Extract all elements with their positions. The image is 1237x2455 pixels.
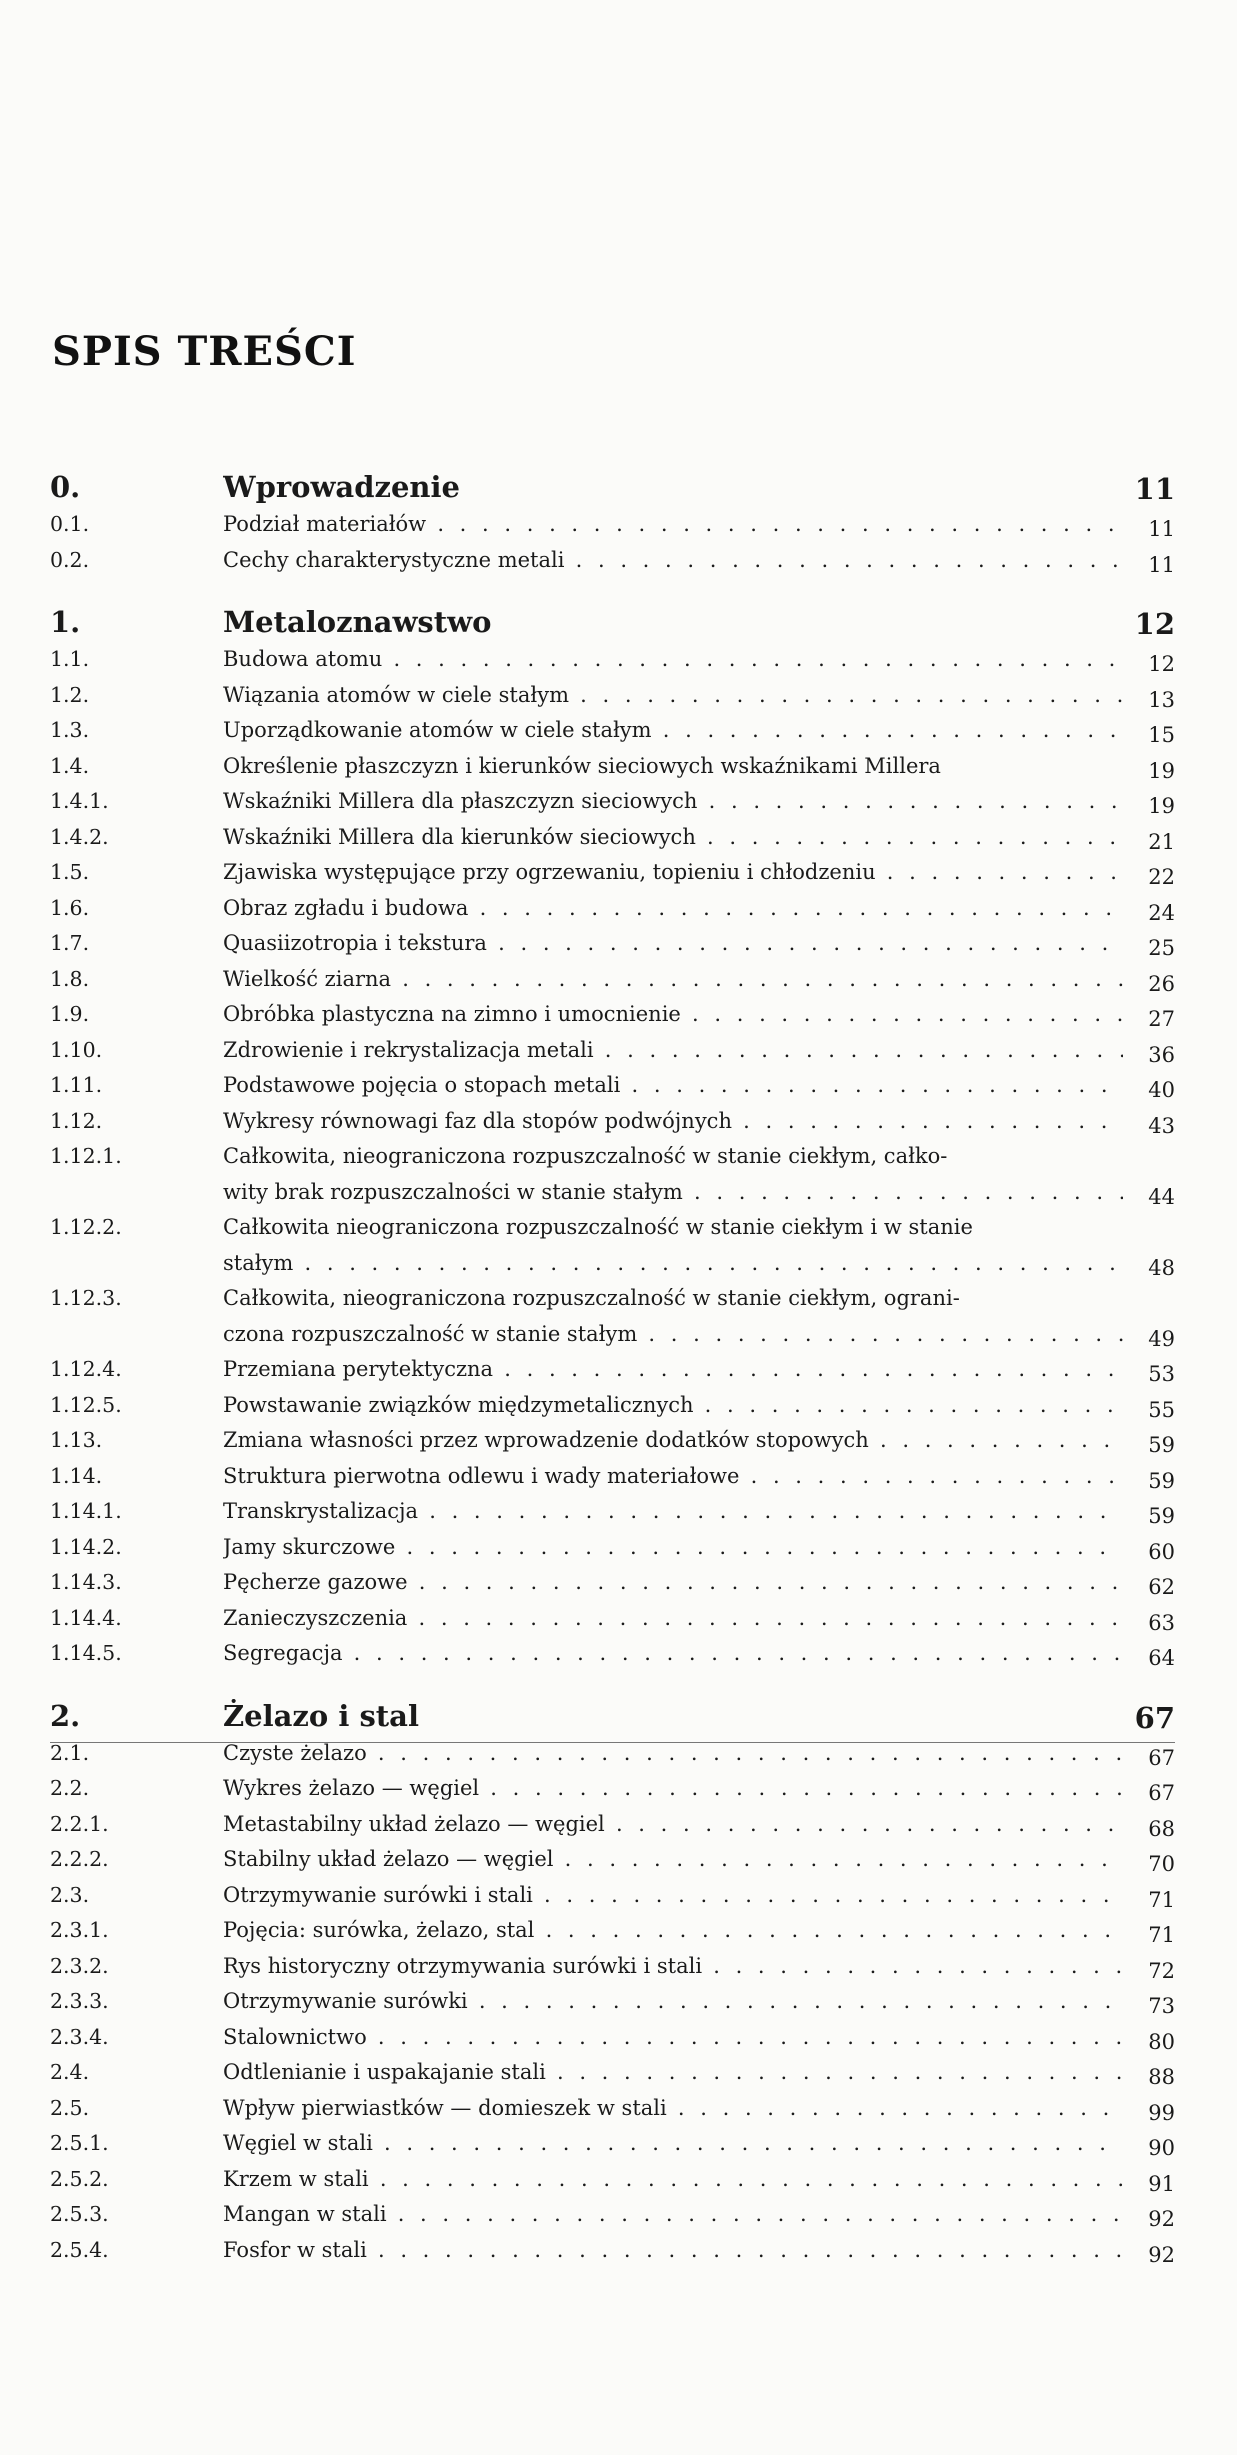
toc-entry-row [50, 896, 1175, 932]
toc-entry-title: Wprowadzenie [223, 470, 460, 504]
toc-entry-page: 24 [1148, 900, 1175, 925]
toc-entry-title: Obróbka plastyczna na zimno i umocnienie . . . [223, 1002, 1123, 1026]
toc-entry-number: 2.3.1. [50, 1918, 109, 1942]
toc-entry-number: 0.2. [50, 547, 90, 572]
toc-entry-number: 1.11. [50, 1073, 103, 1097]
toc-entry-number: 2.3. [50, 1882, 90, 1907]
toc-entry-title: wity brak rozpuszczalności w stanie stałym . . . [223, 1180, 1123, 1204]
toc-entry-title: Wielkość ziarna . . . [223, 967, 1123, 991]
toc-entry-row [50, 1535, 1175, 1571]
toc-entry-page: 60 [1148, 1539, 1175, 1564]
toc-entry-page: 48 [1148, 1255, 1175, 1280]
toc-entry-number: 1.4.2. [50, 824, 109, 849]
toc-entry-number: 2.5. [50, 2095, 90, 2120]
toc-entry-number: 1.2. [50, 682, 90, 707]
toc-entry-row [50, 1641, 1175, 1677]
toc-entry-title: Wykresy równowagi faz dla stopów podwójnych . . . [223, 1109, 1123, 1133]
toc-entry-number: 1.12.1. [50, 1144, 122, 1168]
toc-entry-number: 2.2. [50, 1776, 90, 1800]
toc-entry-page: 64 [1148, 1646, 1175, 1670]
toc-entry-number: 1. [50, 605, 81, 639]
toc-entry-row [50, 512, 1175, 548]
toc-entry-page: 88 [1148, 2065, 1175, 2089]
toc-entry-page: 80 [1148, 2029, 1175, 2054]
toc-entry-page: 59 [1148, 1468, 1175, 1493]
toc-entry-row [50, 1918, 1175, 1954]
toc-entry-row [50, 1741, 1175, 1777]
toc-entry-row [50, 1499, 1175, 1535]
toc-entry-title: Wiązania atomów w ciele stałym . . . [223, 683, 1123, 707]
toc-entry-number: 1.13. [50, 1428, 103, 1452]
toc-entry-title: Segregacja . . . [223, 1641, 1123, 1665]
toc-entry-title: Zanieczyszczenia . . . [223, 1606, 1123, 1630]
toc-entry-page: 70 [1148, 1852, 1175, 1876]
toc-entry-number: 1.14.1. [50, 1499, 122, 1523]
toc-entry-number: 0.1. [50, 512, 90, 536]
toc-entry-row [50, 1073, 1175, 1109]
toc-entry-number: 0. [50, 470, 81, 504]
toc-entry-number: 2.3.4. [50, 2024, 109, 2049]
toc-entry-row [50, 1002, 1175, 1038]
toc-entry-title: Wykres żelazo — węgiel . . . [223, 1776, 1123, 1800]
toc-entry-number: 2.5.2. [50, 2166, 109, 2191]
toc-entry-number: 2.5.1. [50, 2131, 109, 2155]
toc-entry-row [50, 931, 1175, 967]
toc-entry-number: 1.14. [50, 1463, 103, 1488]
toc-entry-page: 12 [1134, 607, 1175, 641]
toc-entry-page: 99 [1148, 2100, 1175, 2125]
toc-entry-number: 1.14.3. [50, 1570, 122, 1594]
toc-entry-number: 2.4. [50, 2060, 90, 2084]
toc-entry-page: 59 [1148, 1433, 1175, 1457]
toc-entry-row [50, 967, 1175, 1003]
table-of-contents [50, 470, 1175, 2273]
toc-entry-title: Quasiizotropia i tekstura . . . [223, 931, 1123, 955]
toc-entry-title: Węgiel w stali . . . [223, 2131, 1123, 2155]
toc-entry-page: 26 [1148, 971, 1175, 996]
page-title: SPIS TREŚCI [52, 328, 357, 375]
toc-entry-number: 2. [50, 1698, 81, 1733]
toc-entry-number: 1.14.4. [50, 1605, 122, 1630]
toc-entry-page: 27 [1148, 1007, 1175, 1031]
toc-entry-title: Podział materiałów . . . [223, 512, 1123, 536]
toc-entry-title: Zmiana własności przez wprowadzenie dodatków stopowych . . . [223, 1428, 1123, 1452]
toc-entry-page: 90 [1148, 2136, 1175, 2160]
toc-entry-title: Jamy skurczowe . . . [223, 1535, 1123, 1559]
toc-entry-row [50, 718, 1175, 754]
toc-entry-row [50, 1464, 1175, 1500]
toc-entry-page: 63 [1148, 1610, 1175, 1635]
toc-entry-page: 15 [1148, 723, 1175, 747]
toc-entry-title: Transkrystalizacja . . . [223, 1499, 1123, 1523]
toc-entry-row [50, 754, 1175, 790]
toc-entry-title: Stabilny układ żelazo — węgiel . . . [223, 1847, 1123, 1871]
toc-entry-title: Czyste żelazo . . . [223, 1741, 1123, 1765]
toc-entry-number: 2.2.2. [50, 1847, 109, 1871]
toc-entry-page: 67 [1134, 1700, 1175, 1735]
toc-entry-page: 36 [1148, 1042, 1175, 1067]
toc-entry-number: 1.12.2. [50, 1215, 122, 1239]
toc-entry-number: 1.4.1. [50, 789, 109, 813]
toc-entry-page: 19 [1148, 758, 1175, 783]
toc-entry-title: Zjawiska występujące przy ogrzewaniu, topieniu i chłodzeniu . . . [223, 860, 1123, 884]
toc-entry-page: 71 [1148, 1923, 1175, 1947]
toc-entry-page: 40 [1148, 1078, 1175, 1102]
toc-entry-title: Określenie płaszczyzn i kierunków sieciowych wskaźnikami Millera [223, 753, 941, 778]
toc-entry-page: 53 [1148, 1362, 1175, 1386]
toc-entry-title: Otrzymywanie surówki i stali . . . [223, 1883, 1123, 1907]
toc-entry-title: Struktura pierwotna odlewu i wady materiałowe . . . [223, 1464, 1123, 1488]
toc-entry-page: 59 [1148, 1504, 1175, 1528]
toc-entry-title: stałym . . . [223, 1251, 1123, 1275]
toc-entry-title: Metastabilny układ żelazo — węgiel . . . [223, 1812, 1123, 1836]
toc-entry-row [50, 1038, 1175, 1074]
toc-entry-row [50, 825, 1175, 861]
toc-entry-row [50, 1251, 1175, 1287]
toc-entry-title: Mangan w stali . . . [223, 2202, 1123, 2226]
toc-entry-page: 44 [1148, 1184, 1175, 1209]
toc-entry-row [50, 1393, 1175, 1429]
toc-entry-number: 1.9. [50, 1002, 90, 1026]
toc-entry-row [50, 647, 1175, 683]
toc-entry-page: 19 [1148, 794, 1175, 818]
toc-chapter-row [50, 1699, 1175, 1741]
toc-entry-number: 1.12.3. [50, 1286, 122, 1310]
toc-entry-row [50, 1215, 1175, 1251]
toc-entry-row [50, 1847, 1175, 1883]
toc-entry-title: Stalownictwo . . . [223, 2025, 1123, 2049]
toc-entry-page: 11 [1134, 472, 1175, 506]
toc-entry-row [50, 1357, 1175, 1393]
toc-entry-number: 1.4. [50, 753, 90, 778]
toc-entry-row [50, 2096, 1175, 2132]
toc-entry-title: Fosfor w stali . . . [223, 2238, 1123, 2262]
toc-entry-row [50, 2167, 1175, 2203]
toc-entry-row [50, 1989, 1175, 2025]
toc-entry-page: 43 [1148, 1113, 1175, 1138]
toc-entry-row [50, 2025, 1175, 2061]
toc-entry-number: 1.8. [50, 966, 90, 991]
toc-entry-title: Budowa atomu . . . [223, 647, 1123, 671]
toc-entry-row [50, 1286, 1175, 1322]
toc-entry-number: 1.14.2. [50, 1534, 122, 1559]
toc-entry-page: 67 [1148, 1745, 1175, 1770]
toc-entry-page: 55 [1148, 1397, 1175, 1422]
toc-entry-page: 12 [1148, 652, 1175, 676]
toc-entry-title: Wskaźniki Millera dla kierunków sieciowych . . . [223, 825, 1123, 849]
toc-entry-row [50, 860, 1175, 896]
toc-entry-row [50, 683, 1175, 719]
toc-entry-number: 1.10. [50, 1037, 103, 1062]
toc-entry-row [50, 1428, 1175, 1464]
toc-entry-number: 2.3.3. [50, 1989, 109, 2013]
toc-entry-row [50, 2131, 1175, 2167]
toc-entry-number: 2.1. [50, 1740, 90, 1765]
toc-entry-row [50, 1144, 1175, 1180]
toc-entry-page: 13 [1148, 687, 1175, 712]
toc-entry-title: Uporządkowanie atomów w ciele stałym . . . [223, 718, 1123, 742]
toc-entry-page: 73 [1148, 1994, 1175, 2018]
toc-entry-title: Wskaźniki Millera dla płaszczyzn sieciowych . . . [223, 789, 1123, 813]
toc-entry-title: Zdrowienie i rekrystalizacja metali . . . [223, 1038, 1123, 1062]
toc-entry-number: 1.3. [50, 718, 90, 742]
toc-entry-row [50, 1570, 1175, 1606]
toc-entry-number: 1.7. [50, 931, 90, 955]
toc-entry-title: Obraz zgładu i budowa . . . [223, 896, 1123, 920]
toc-entry-page: 22 [1148, 865, 1175, 889]
toc-entry-row [50, 2238, 1175, 2274]
toc-entry-title: Całkowita, nieograniczona rozpuszczalność w stanie ciekłym, ograni- [223, 1286, 960, 1310]
toc-entry-title: Żelazo i stal [223, 1698, 419, 1733]
toc-entry-title: Odtlenianie i uspakajanie stali . . . [223, 2060, 1123, 2084]
toc-entry-page: 11 [1148, 552, 1175, 577]
toc-entry-page: 92 [1148, 2242, 1175, 2267]
toc-entry-title: Metaloznawstwo [223, 605, 492, 639]
toc-entry-page: 72 [1148, 1958, 1175, 1983]
toc-entry-page: 71 [1148, 1887, 1175, 1912]
toc-chapter-row [50, 605, 1175, 647]
toc-entry-row [50, 548, 1175, 584]
toc-entry-number: 1.5. [50, 860, 90, 884]
toc-entry-title: Pojęcia: surówka, żelazo, stal . . . [223, 1918, 1123, 1942]
toc-entry-page: 92 [1148, 2207, 1175, 2231]
toc-entry-number: 2.3.2. [50, 1953, 109, 1978]
toc-entry-number: 1.12. [50, 1108, 103, 1133]
toc-entry-page: 25 [1148, 936, 1175, 960]
toc-entry-row [50, 1606, 1175, 1642]
toc-entry-title: Powstawanie związków międzymetalicznych . . . [223, 1393, 1123, 1417]
toc-entry-number: 1.14.5. [50, 1641, 122, 1665]
toc-entry-title: Całkowita, nieograniczona rozpuszczalność w stanie ciekłym, całko- [223, 1144, 948, 1168]
toc-entry-page: 21 [1148, 829, 1175, 854]
toc-entry-title: Pęcherze gazowe . . . [223, 1570, 1123, 1594]
toc-entry-row [50, 1776, 1175, 1812]
toc-entry-title: Wpływ pierwiastków — domieszek w stali . . . [223, 2096, 1123, 2120]
toc-entry-page: 11 [1148, 517, 1175, 541]
toc-entry-page: 49 [1148, 1326, 1175, 1351]
toc-entry-row [50, 2202, 1175, 2238]
toc-entry-title: czona rozpuszczalność w stanie stałym . . . [223, 1322, 1123, 1346]
toc-chapter-row [50, 470, 1175, 512]
toc-entry-row [50, 2060, 1175, 2096]
toc-entry-title: Cechy charakterystyczne metali . . . [223, 548, 1123, 572]
toc-entry-row [50, 1109, 1175, 1145]
toc-entry-title: Rys historyczny otrzymywania surówki i stali . . . [223, 1954, 1123, 1978]
toc-entry-title: Podstawowe pojęcia o stopach metali . . . [223, 1073, 1123, 1097]
toc-entry-title: Krzem w stali . . . [223, 2167, 1123, 2191]
toc-entry-number: 2.5.3. [50, 2202, 109, 2226]
toc-entry-page: 68 [1148, 1816, 1175, 1841]
toc-entry-row [50, 1883, 1175, 1919]
toc-entry-page: 62 [1148, 1575, 1175, 1599]
toc-entry-row [50, 1180, 1175, 1216]
toc-entry-title: Przemiana perytektyczna . . . [223, 1357, 1123, 1381]
toc-entry-title: Otrzymywanie surówki . . . [223, 1989, 1123, 2013]
toc-entry-number: 1.1. [50, 647, 90, 671]
toc-entry-number: 1.12.5. [50, 1392, 122, 1417]
toc-entry-row [50, 1812, 1175, 1848]
toc-entry-number: 1.6. [50, 895, 90, 920]
toc-entry-row [50, 789, 1175, 825]
toc-entry-page: 67 [1148, 1781, 1175, 1805]
toc-entry-row [50, 1954, 1175, 1990]
toc-entry-title: Całkowita nieograniczona rozpuszczalność w stanie ciekłym i w stanie [223, 1215, 973, 1239]
toc-entry-page: 91 [1148, 2171, 1175, 2196]
toc-entry-number: 2.2.1. [50, 1811, 109, 1836]
toc-entry-number: 1.12.4. [50, 1357, 122, 1381]
toc-entry-number: 2.5.4. [50, 2237, 109, 2262]
toc-entry-row [50, 1322, 1175, 1358]
